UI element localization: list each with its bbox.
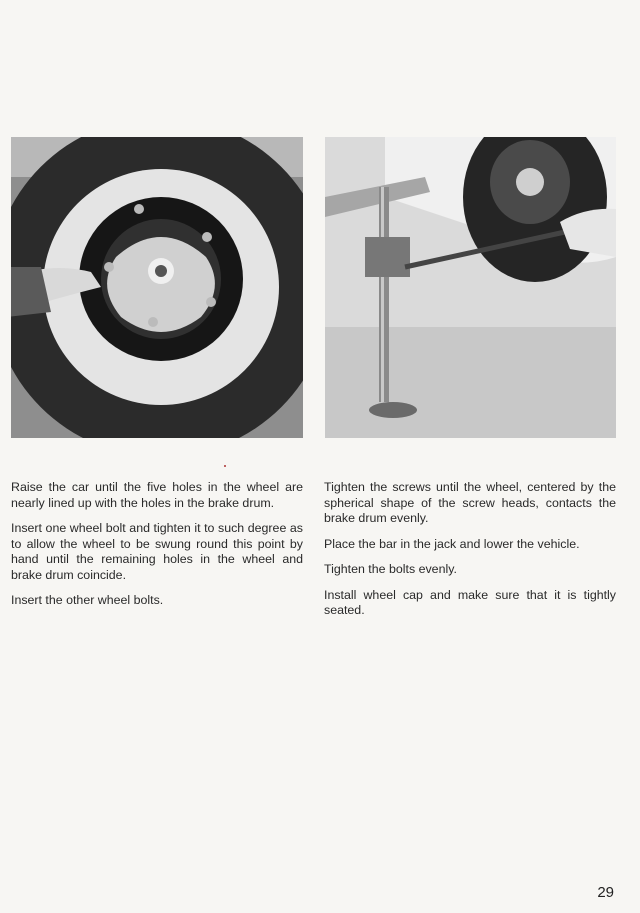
right-text-column xyxy=(324,480,616,629)
photo-jack-lowering xyxy=(325,137,616,438)
page-number: 29 xyxy=(597,884,614,901)
wheel-hub-illustration xyxy=(11,137,303,438)
left-paragraph-1: Raise the car until the five holes in the wheel are nearly lined up with the holes in the brake drum. xyxy=(11,480,303,510)
jack-illustration xyxy=(325,137,616,438)
photo-wheel-bolt-insertion xyxy=(11,137,303,438)
left-paragraph-2: Insert one wheel bolt and tighten it to such degree as to allow the wheel to be swung round this point by hand until the remaining holes in the wheel and brake drum coincide. xyxy=(11,521,303,582)
right-paragraph-1: Tighten the screws until the wheel, centered by the spherical shape of the screw heads, contacts the brake drum evenly. xyxy=(324,480,616,525)
right-paragraph-4: Install wheel cap and make sure that it is tightly seated. xyxy=(324,587,616,617)
right-paragraph-2: Place the bar in the jack and lower the vehicle. xyxy=(324,536,580,551)
right-paragraph-3: Tighten the bolts evenly. xyxy=(324,562,457,576)
left-text-column xyxy=(11,480,303,619)
left-paragraph-3: Insert the other wheel bolts. xyxy=(11,593,164,607)
print-speck xyxy=(224,465,226,467)
